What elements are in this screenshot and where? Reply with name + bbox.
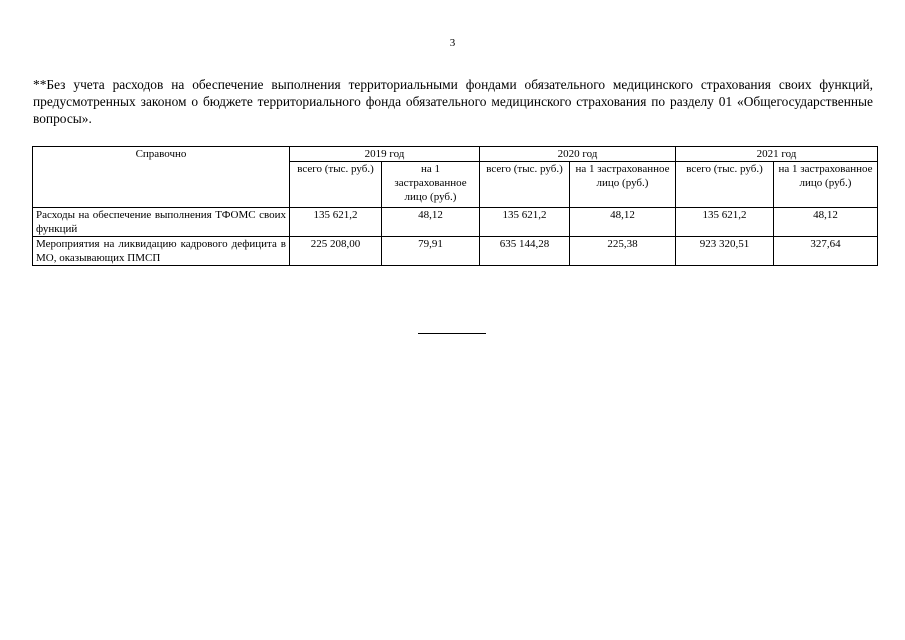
cell-value: 48,12 [774,208,878,237]
cell-value: 135 621,2 [676,208,774,237]
reference-table [32,146,878,266]
table-row [33,237,878,266]
subheader-total: всего (тыс. руб.) [480,162,570,208]
corner-label: Справочно [33,147,290,208]
end-divider [418,333,486,334]
year-header-2020: 2020 год [480,147,676,162]
cell-value: 635 144,28 [480,237,570,266]
cell-value: 923 320,51 [676,237,774,266]
cell-value: 225,38 [570,237,676,266]
cell-value: 79,91 [382,237,480,266]
subheader-per-person: на 1 застрахованное лицо (руб.) [570,162,676,208]
cell-value: 135 621,2 [290,208,382,237]
cell-value: 135 621,2 [480,208,570,237]
subheader-per-person: на 1 застрахованное лицо (руб.) [774,162,878,208]
row-label: Мероприятия на ликвидацию кадрового дефицита в МО, оказывающих ПМСП [33,237,290,266]
page-number: 3 [449,37,456,49]
row-label: Расходы на обеспечение выполнения ТФОМС своих функций [33,208,290,237]
table-header-row [33,147,878,162]
footnote-text: **Без учета расходов на обеспечение выполнения территориальными фондами обязательного медицинского страхования своих функций, предусмотренных законом о бюджете территориального фонда обязательного медицинского страхования по разделу 01 «Общегосударственные вопросы». [33,77,873,126]
subheader-per-person: на 1 застрахованное лицо (руб.) [382,162,480,208]
subheader-total: всего (тыс. руб.) [290,162,382,208]
cell-value: 225 208,00 [290,237,382,266]
cell-value: 327,64 [774,237,878,266]
year-header-2021: 2021 год [676,147,878,162]
table-row [33,208,878,237]
cell-value: 48,12 [382,208,480,237]
cell-value: 48,12 [570,208,676,237]
subheader-total: всего (тыс. руб.) [676,162,774,208]
year-header-2019: 2019 год [290,147,480,162]
